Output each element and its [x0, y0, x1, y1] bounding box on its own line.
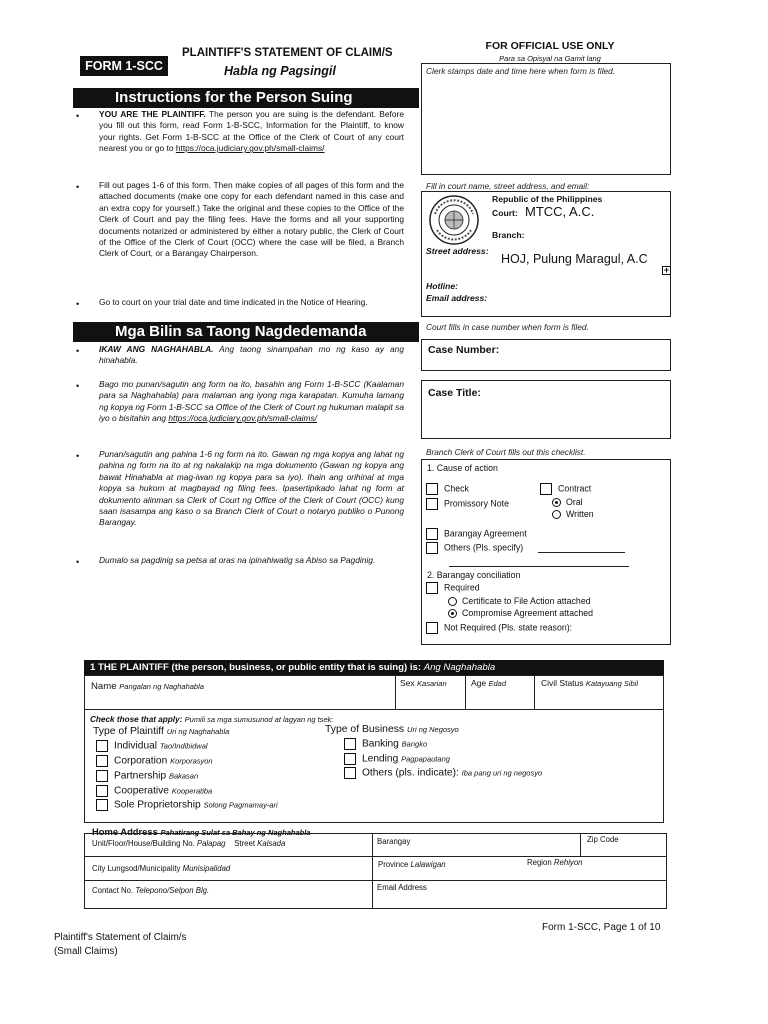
banking-checkbox	[344, 738, 356, 750]
divider	[465, 675, 466, 710]
others-option[interactable]: Others (Pls. specify)	[426, 542, 523, 554]
instructions-heading: Instructions for the Person Suing	[73, 88, 419, 108]
hotline-label: Hotline:	[426, 281, 458, 291]
others-checkbox	[426, 542, 438, 554]
instruction-fil-item-1: IKAW ANG NAGHAHABLA. Ang taong sinampahan mo ng kaso ay ang hinahabla.	[99, 344, 404, 366]
footer-form-type: (Small Claims)	[54, 946, 118, 957]
bullet-icon: •	[76, 299, 80, 309]
bullet-icon: •	[76, 451, 80, 461]
others-continuation-line[interactable]	[449, 566, 629, 567]
contract-option[interactable]: Contract	[540, 483, 591, 495]
instruction-item-1: YOU ARE THE PLAINTIFF. The person you are suing is the defendant. Before you fill out this form, read Form 1-B-SCC, Information for the Plaintiff, to know your rights. Get Form 1-B-SCC at the Office of the Clerk of Court of any court nearest you or go to https://oca.judiciary.gov.ph/small-claims/	[99, 109, 404, 154]
check-checkbox	[426, 483, 438, 495]
divider	[580, 833, 581, 856]
check-option[interactable]: Check	[426, 483, 469, 495]
promissory-checkbox	[426, 498, 438, 510]
certificate-option[interactable]: Certificate to File Action attached	[448, 596, 591, 606]
business-type-banking[interactable]: Banking Bangko	[344, 738, 427, 750]
case-title-label: Case Title:	[428, 387, 481, 399]
clerk-stamp-box[interactable]	[421, 63, 671, 175]
certificate-radio	[448, 597, 457, 606]
court-value[interactable]: MTCC, A.C.	[525, 204, 595, 219]
plaintiff-type-individual[interactable]: Individual Tao/Indibidwal	[96, 740, 208, 752]
compromise-radio	[448, 609, 457, 618]
divider	[395, 675, 396, 710]
street-address-label: Street address:	[426, 246, 489, 256]
checklist-note: Branch Clerk of Court fills out this checklist.	[426, 447, 586, 457]
page-number: Form 1-SCC, Page 1 of 10	[542, 922, 661, 933]
divider	[534, 675, 535, 710]
plaintiff-section-header: 1 THE PLAINTIFF (the person, business, or public entity that is suing) is: Ang Naghahabla	[84, 660, 664, 676]
republic-label: Republic of the Philippines	[492, 194, 603, 204]
divider	[372, 833, 373, 909]
age-field[interactable]: Age Edad	[471, 678, 507, 688]
civil-status-field[interactable]: Civil Status Katayuang Sibil	[541, 678, 639, 688]
court-note: Fill in court name, street address, and email:	[426, 181, 590, 191]
street-address-value[interactable]: HOJ, Pulung Maragul, A.C	[501, 252, 648, 266]
home-address-label: Home Address Pahatirang Sulat sa Bahay ng Naghahabla	[92, 826, 311, 837]
compromise-option[interactable]: Compromise Agreement attached	[448, 608, 593, 618]
small-claims-link-fil[interactable]: https://oca.judiciary.gov.ph/small-claims/	[168, 413, 318, 424]
barangay-conciliation-label: 2. Barangay conciliation	[427, 570, 521, 580]
official-use-heading: FOR OFFICIAL USE ONLY	[485, 40, 615, 52]
small-claims-link[interactable]: https://oca.judiciary.gov.ph/small-claims/	[175, 143, 325, 154]
check-apply-note: Check those that apply: Pumili sa mga sumusunod at lagyan ng tsek:	[90, 715, 334, 724]
instruction-item-2: Fill out pages 1-6 of this form. Then make copies of all pages of this form and the attached documents (make one copy for each defendant named in this case and an extra copy for yourself.) Take the original and these copies to the Office of the Clerk of Court and pay the filing fees. Have the forms and all your supporting documents notarized or administered by either a notary public, the Clerk of Court of the Office of the Clerk of Court (OCC) where the case will be filed, a Branch Clerk of Court, or a Barangay Chairperson.	[99, 180, 404, 259]
bullet-icon: •	[76, 346, 80, 356]
divider	[84, 880, 667, 881]
divider	[84, 856, 667, 857]
form-title-filipino: Habla ng Pagsingil	[224, 64, 336, 78]
corporation-checkbox	[96, 755, 108, 767]
plaintiff-type-cooperative[interactable]: Cooperative Kooperatiba	[96, 785, 212, 797]
court-label: Court:	[492, 208, 518, 218]
city-field[interactable]: City Lungsod/Municipality Munisipalidad	[92, 864, 231, 873]
business-type-others[interactable]: Others (pls. indicate): Iba pang uri ng negosyo	[344, 767, 542, 779]
oral-radio	[552, 498, 561, 507]
bullet-icon: •	[76, 557, 80, 567]
sole-proprietorship-checkbox	[96, 799, 108, 811]
expand-handle-icon[interactable]: +	[663, 265, 670, 275]
plaintiff-type-partnership[interactable]: Partnership Bakasan	[96, 770, 198, 782]
instruction-fil-item-3: Punan/sagutin ang pahina 1-6 ng form na ito. Gawan ng mga kopya ang lahat ng pahina ng form na ito at ng nakalakip na mga dokumento (Gawan ng kopya ang bawat Hinahabla at mag-iwan ng kopya para sa iyo). Ihain ang orihinal at mga kopya sa hukom at magbayad ng filing fees. Ipasertipikado lahat ng form at dokumento alinman sa Clerk of Court ng Office of the Clerk of Court (OCC) kung saan isasampa ang kaso o sa Branch Clerk of Court o notaryo publiko o Punong Barangay.	[99, 449, 404, 528]
instruction-item-3: Go to court on your trial date and time indicated in the Notice of Hearing.	[99, 297, 368, 307]
footer-form-name: Plaintiff's Statement of Claim/s	[54, 932, 187, 943]
zip-code-field[interactable]: Zip Code	[587, 835, 619, 844]
instruction-fil-item-4: Dumalo sa pagdinig sa petsa at oras na ipinahiwatig sa Abiso sa Pagdinig.	[99, 555, 376, 565]
name-field[interactable]: Name Pangalan ng Naghahabla	[91, 681, 204, 692]
sex-field[interactable]: Sex Kasarian	[400, 678, 447, 688]
contract-checkbox	[540, 483, 552, 495]
email-address-field[interactable]: Email Address	[377, 883, 427, 892]
business-type-lending[interactable]: Lending Pagpapautang	[344, 753, 450, 765]
required-checkbox	[426, 582, 438, 594]
barangay-agreement-checkbox	[426, 528, 438, 540]
partnership-checkbox	[96, 770, 108, 782]
bullet-icon: •	[76, 111, 80, 121]
others-specify-line[interactable]	[538, 552, 625, 553]
bullet-icon: •	[76, 182, 80, 192]
form-title: PLAINTIFF'S STATEMENT OF CLAIM/S	[182, 47, 393, 59]
case-number-label: Case Number:	[428, 344, 500, 356]
cause-of-action-label: 1. Cause of action	[427, 463, 498, 473]
instructions-filipino-heading: Mga Bilin sa Taong Nagdedemanda	[73, 322, 419, 342]
bullet-icon: •	[76, 381, 80, 391]
written-radio	[552, 510, 561, 519]
not-required-checkbox	[426, 622, 438, 634]
stamp-note: Clerk stamps date and time here when form is filed.	[426, 66, 616, 76]
written-option[interactable]: Written	[552, 509, 594, 519]
region-field[interactable]: Region Rehiyon	[527, 858, 583, 867]
promissory-option[interactable]: Promissory Note	[426, 498, 509, 510]
plaintiff-type-sole-proprietorship[interactable]: Sole Proprietorship Solong Pagmamay-ari	[96, 799, 278, 811]
email-label: Email address:	[426, 293, 488, 303]
unit-field[interactable]: Unit/Floor/House/Building No. Palapag Street Kalsada	[92, 839, 286, 848]
individual-checkbox	[96, 740, 108, 752]
business-others-checkbox	[344, 767, 356, 779]
barangay-agreement-option[interactable]: Barangay Agreement	[426, 528, 527, 540]
case-note: Court fills in case number when form is filed.	[426, 322, 589, 332]
type-of-plaintiff-label: Type of Plaintiff Uri ng Naghahabla	[93, 726, 230, 737]
official-use-filipino: Para sa Opisyal na Gamit lang	[499, 54, 601, 63]
type-of-business-label: Type of Business Uri ng Negosyo	[325, 724, 459, 735]
branch-label: Branch:	[492, 230, 525, 240]
instruction-fil-item-2: Bago mo punan/sagutin ang form na ito, basahin ang Form 1-B-SCC (Kaalaman para sa Naghahabla) para malaman ang iyong mga karapatan. Kumuha lamang ng kopya ng Form 1-B-SCC sa Office of the Clerk of Court ng hukuman malapit sa iyo o bisitahin ang https://oca.judiciary.gov.ph/small-claims/	[99, 379, 404, 424]
plaintiff-type-corporation[interactable]: Corporation Korporasyon	[96, 755, 213, 767]
province-field[interactable]: Province Lalawigan	[378, 860, 446, 869]
barangay-field[interactable]: Barangay	[377, 837, 411, 846]
form-code-badge: FORM 1-SCC	[80, 56, 168, 76]
supreme-court-seal-icon	[427, 194, 481, 246]
not-required-option[interactable]: Not Required (Pls. state reason):	[426, 622, 572, 634]
contact-number-field[interactable]: Contact No. Telepono/Selpon Blg.	[92, 886, 210, 895]
cooperative-checkbox	[96, 785, 108, 797]
lending-checkbox	[344, 753, 356, 765]
oral-option[interactable]: Oral	[552, 497, 583, 507]
required-option[interactable]: Required	[426, 582, 480, 594]
